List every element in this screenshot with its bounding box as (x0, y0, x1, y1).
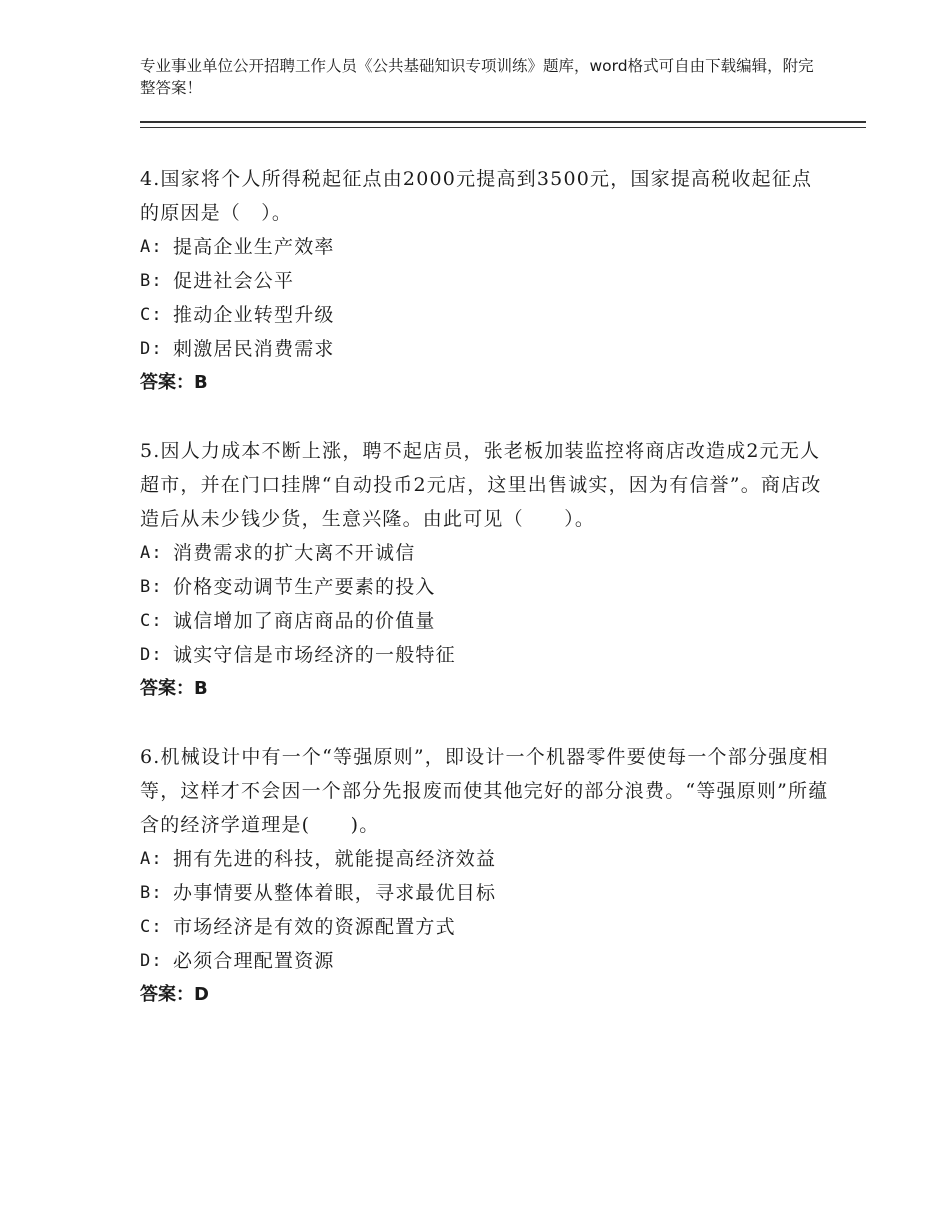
option-letter: D: (140, 339, 163, 359)
option-text: 提高企业生产效率 (173, 236, 335, 258)
option-text: 必须合理配置资源 (173, 950, 335, 972)
question-4 (140, 162, 830, 400)
option-b (140, 876, 830, 910)
question-stem: 6.机械设计中有一个“等强原则”，即设计一个机器零件要使每一个部分强度相等，这样才不会因一个部分先报废而使其他完好的部分浪费。“等强原则”所蕴含的经济学道理是( )。 (140, 746, 829, 836)
option-text: 拥有先进的科技，就能提高经济效益 (173, 848, 497, 870)
option-text: 价格变动调节生产要素的投入 (173, 576, 436, 598)
question-stem: 5.因人力成本不断上涨，聘不起店员，张老板加装监控将商店改造成2元无人超市，并在门口挂牌“自动投币2元店，这里出售诚实，因为有信誉”。商店改造后从未少钱少货，生意兴隆。由此可见（ ）。 (140, 440, 822, 530)
option-letter: C: (140, 305, 163, 325)
option-b (140, 570, 830, 604)
option-c (140, 910, 830, 944)
page-header: 专业事业单位公开招聘工作人员《公共基础知识专项训练》题库，word格式可自由下载编辑，附完整答案！ (140, 57, 814, 97)
answer-line: 答案：B (140, 372, 208, 393)
option-letter: B: (140, 577, 163, 597)
question-stem: 4.国家将个人所得税起征点由2000元提高到3500元，国家提高税收起征点的原因是（ ）。 (140, 168, 813, 224)
option-text: 刺激居民消费需求 (173, 338, 335, 360)
option-letter: D: (140, 645, 163, 665)
option-letter: D: (140, 951, 163, 971)
question-list (140, 162, 830, 1046)
option-d (140, 638, 830, 672)
option-a (140, 842, 830, 876)
answer-line: 答案：B (140, 678, 208, 699)
option-d (140, 332, 830, 366)
option-text: 诚实守信是市场经济的一般特征 (173, 644, 456, 666)
option-letter: A: (140, 849, 163, 869)
option-letter: C: (140, 611, 163, 631)
answer-line: 答案：D (140, 984, 209, 1005)
option-b (140, 264, 830, 298)
option-text: 诚信增加了商店商品的价值量 (173, 610, 436, 632)
option-a (140, 536, 830, 570)
option-text: 办事情要从整体着眼，寻求最优目标 (173, 882, 497, 904)
question-6 (140, 740, 830, 1012)
header-divider (140, 121, 866, 128)
option-c (140, 604, 830, 638)
option-letter: A: (140, 543, 163, 563)
option-c (140, 298, 830, 332)
option-letter: A: (140, 237, 163, 257)
option-letter: C: (140, 917, 163, 937)
option-text: 推动企业转型升级 (173, 304, 335, 326)
option-text: 市场经济是有效的资源配置方式 (173, 916, 456, 938)
option-letter: B: (140, 883, 163, 903)
option-d (140, 944, 830, 978)
option-text: 消费需求的扩大离不开诚信 (173, 542, 416, 564)
question-5 (140, 434, 830, 706)
option-a (140, 230, 830, 264)
option-text: 促进社会公平 (173, 270, 295, 292)
option-letter: B: (140, 271, 163, 291)
